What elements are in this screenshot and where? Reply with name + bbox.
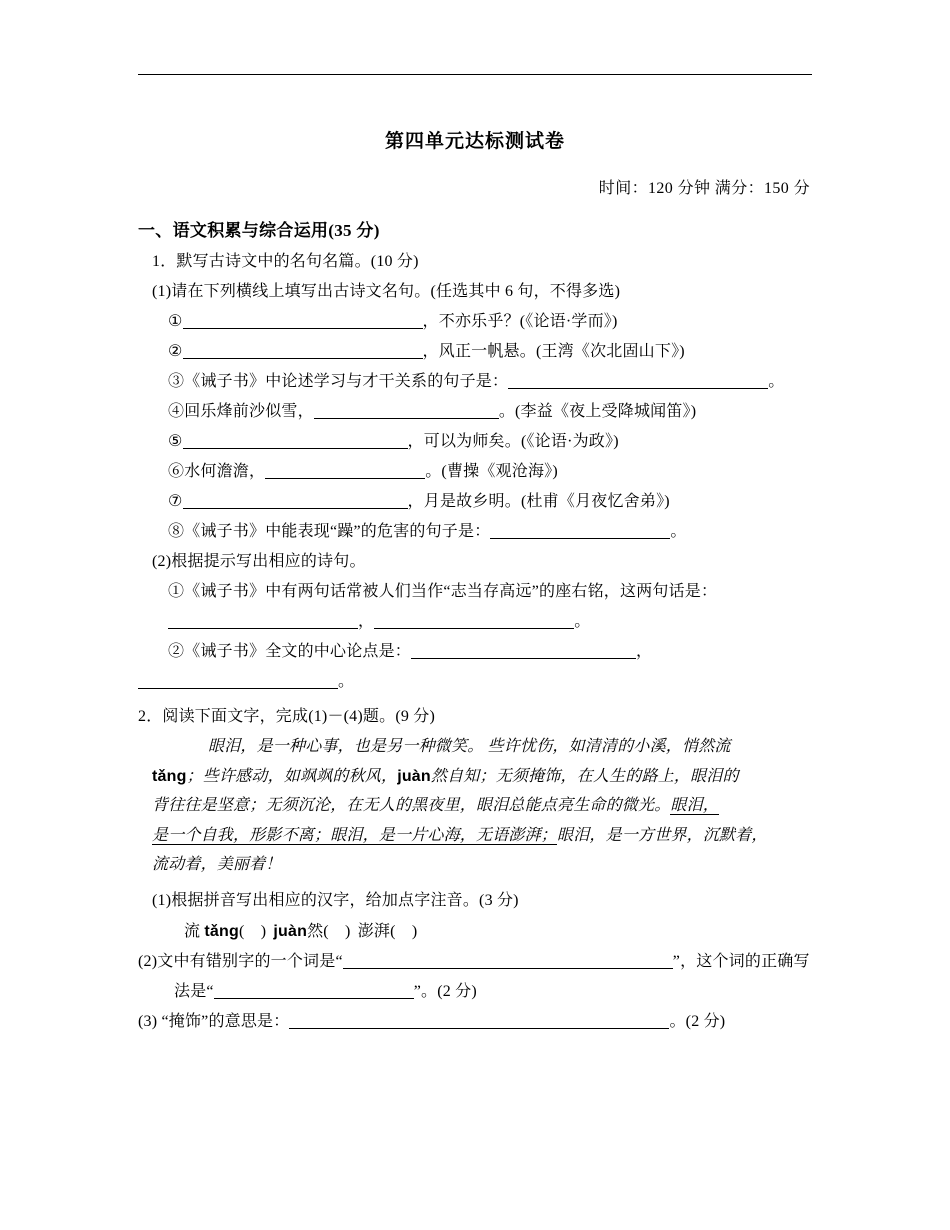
answer-char-ran: 然	[307, 922, 324, 940]
sub-2-text-b: ”，这个词的正确写	[672, 952, 810, 970]
item-number: ②	[168, 343, 183, 360]
sub-2-text-a: (2)文中有错别字的一个词是“	[138, 952, 343, 970]
answer-parens-3[interactable]: ( )	[390, 922, 418, 940]
question-2-sub-2-line-2	[138, 978, 812, 1001]
answer-blank[interactable]	[183, 343, 423, 359]
answer-parens-1[interactable]: ( )	[238, 922, 267, 940]
item-number: ③	[168, 373, 185, 390]
item-number: ①	[168, 313, 183, 330]
question-2-answer-row	[138, 918, 812, 941]
fill-blank-item-7	[138, 488, 812, 511]
fill-blank-item-3	[138, 368, 812, 391]
fill-blank-item-4	[138, 398, 812, 421]
item-number: ⑤	[168, 433, 183, 450]
page-title: 第四单元达标测试卷	[384, 131, 565, 152]
item-number: ⑥	[168, 463, 185, 480]
passage-line-5: 眼泪，是一方世界，沉默着，	[557, 826, 768, 844]
fill-blank-item-8	[138, 518, 812, 541]
item-text-before: 《诫子书》中能表现“躁”的危害的句子是：	[184, 523, 491, 540]
fill-blank-item-6	[138, 458, 812, 481]
answer-word-pengpai: 澎湃	[357, 922, 391, 940]
answer-blank[interactable]	[183, 493, 408, 509]
question-2-sub-1: (1)根据拼音写出相应的汉字，给加点字注音。(3 分)	[152, 891, 519, 909]
item-text-before: 回乐烽前沙似雪，	[184, 403, 314, 420]
answer-blank[interactable]	[411, 643, 636, 659]
answer-blank[interactable]	[343, 953, 673, 969]
passage-line-3: 然自知；无须掩饰，在人生的路上，眼泪的	[430, 767, 739, 785]
end-mark: 。	[338, 673, 355, 690]
exam-meta: 时间：120 分钟 满分：150 分	[598, 180, 810, 197]
passage-underline-2: 是一个自我，形影不离；眼泪，是一片心海，无语澎湃；	[152, 826, 558, 844]
answer-blank[interactable]	[490, 523, 670, 539]
item-text-after: 。	[768, 373, 785, 390]
end-mark: 。	[574, 613, 591, 630]
item-text-before: 《诫子书》中论述学习与才干关系的句子是：	[184, 373, 509, 390]
item-text-after: 。(李益《夜上受降城闻笛》)	[498, 403, 697, 420]
section-1-heading: 一、语文积累与综合运用(35 分)	[138, 221, 380, 240]
item-text-before: 水何澹澹，	[184, 463, 266, 480]
answer-blank[interactable]	[265, 463, 425, 479]
sub-3-text-b: 。(2 分)	[669, 1012, 726, 1030]
item-text: ，可以为师矣。(《论语·为政》)	[407, 433, 619, 450]
question-1-sub-1: (1)请在下列横线上填写出古诗文名句。(任选其中 6 句，不得多选)	[152, 283, 621, 300]
question-2-stem: 2．阅读下面文字，完成(1)－(4)题。(9 分)	[138, 708, 435, 725]
question-1-sub-2-item-2-blank	[138, 668, 812, 691]
fill-blank-item-5	[138, 428, 812, 451]
item-number: ⑦	[168, 493, 183, 510]
question-2-passage	[138, 732, 812, 880]
sub-2-text-c: 法是“	[174, 982, 214, 1000]
answer-blank[interactable]	[138, 673, 338, 689]
sub-3-text-a: (3) “掩饰”的意思是：	[138, 1012, 290, 1030]
passage-underline-1: 眼泪，	[670, 797, 720, 815]
item-number: ⑧	[168, 523, 185, 540]
item-number: ④	[168, 403, 185, 420]
answer-parens-2[interactable]: ( )	[323, 922, 351, 940]
passage-line-2: ；些许感动，如飒飒的秋风，	[186, 767, 398, 785]
item-text: ，月是故乡明。(杜甫《月夜忆舍弟》)	[407, 493, 670, 510]
separator: ，	[358, 613, 375, 630]
sub-2-text-d: ”。(2 分)	[413, 982, 477, 1000]
pinyin-juan-answer: juàn	[273, 922, 308, 940]
passage-line-6: 流动着，美丽着！	[152, 856, 282, 874]
question-2-sub-2-line-1	[138, 948, 812, 971]
item-text: ，不亦乐乎？(《论语·学而》)	[422, 313, 618, 330]
answer-blank[interactable]	[183, 433, 408, 449]
question-2-sub-3	[138, 1008, 812, 1031]
answer-prefix: 流	[184, 922, 205, 940]
answer-blank[interactable]	[183, 313, 423, 329]
question-1-sub-2-item-1-blanks	[138, 608, 812, 631]
answer-blank[interactable]	[168, 613, 358, 629]
question-1-sub-2: (2)根据提示写出相应的诗句。	[152, 553, 366, 570]
passage-line-4: 背往往是坚意；无须沉沦，在无人的黑夜里，眼泪总能点亮生命的微光。	[152, 797, 671, 815]
passage-line-1: 眼泪，是一种心事，也是另一种微笑。 些许忧伤，如清清的小溪，悄然流	[208, 738, 731, 755]
answer-blank[interactable]	[314, 403, 499, 419]
fill-blank-item-2	[138, 338, 812, 361]
separator: ，	[636, 643, 653, 660]
answer-blank[interactable]	[289, 1013, 669, 1029]
pinyin-tang-answer: tǎng	[204, 922, 239, 940]
pinyin-tang: tǎng	[152, 767, 187, 785]
question-1-stem: 1．默写古诗文中的名句名篇。(10 分)	[152, 253, 419, 270]
item-text: ，风正一帆悬。(王湾《次北固山下》)	[422, 343, 685, 360]
fill-blank-item-1	[138, 308, 812, 331]
question-1-sub-2-item-1: ①《诫子书》中有两句话常被人们当作“志当存高远”的座右铭，这两句话是：	[168, 583, 718, 600]
answer-blank[interactable]	[214, 983, 414, 999]
header-rule	[138, 74, 812, 75]
item-text: ②《诫子书》全文的中心论点是：	[168, 643, 412, 660]
pinyin-juan: juàn	[397, 767, 431, 785]
answer-blank[interactable]	[374, 613, 574, 629]
item-text-after: 。(曹操《观沧海》)	[425, 463, 558, 480]
question-1-sub-2-item-2	[138, 638, 812, 661]
item-text-after: 。	[670, 523, 687, 540]
answer-blank[interactable]	[508, 373, 768, 389]
